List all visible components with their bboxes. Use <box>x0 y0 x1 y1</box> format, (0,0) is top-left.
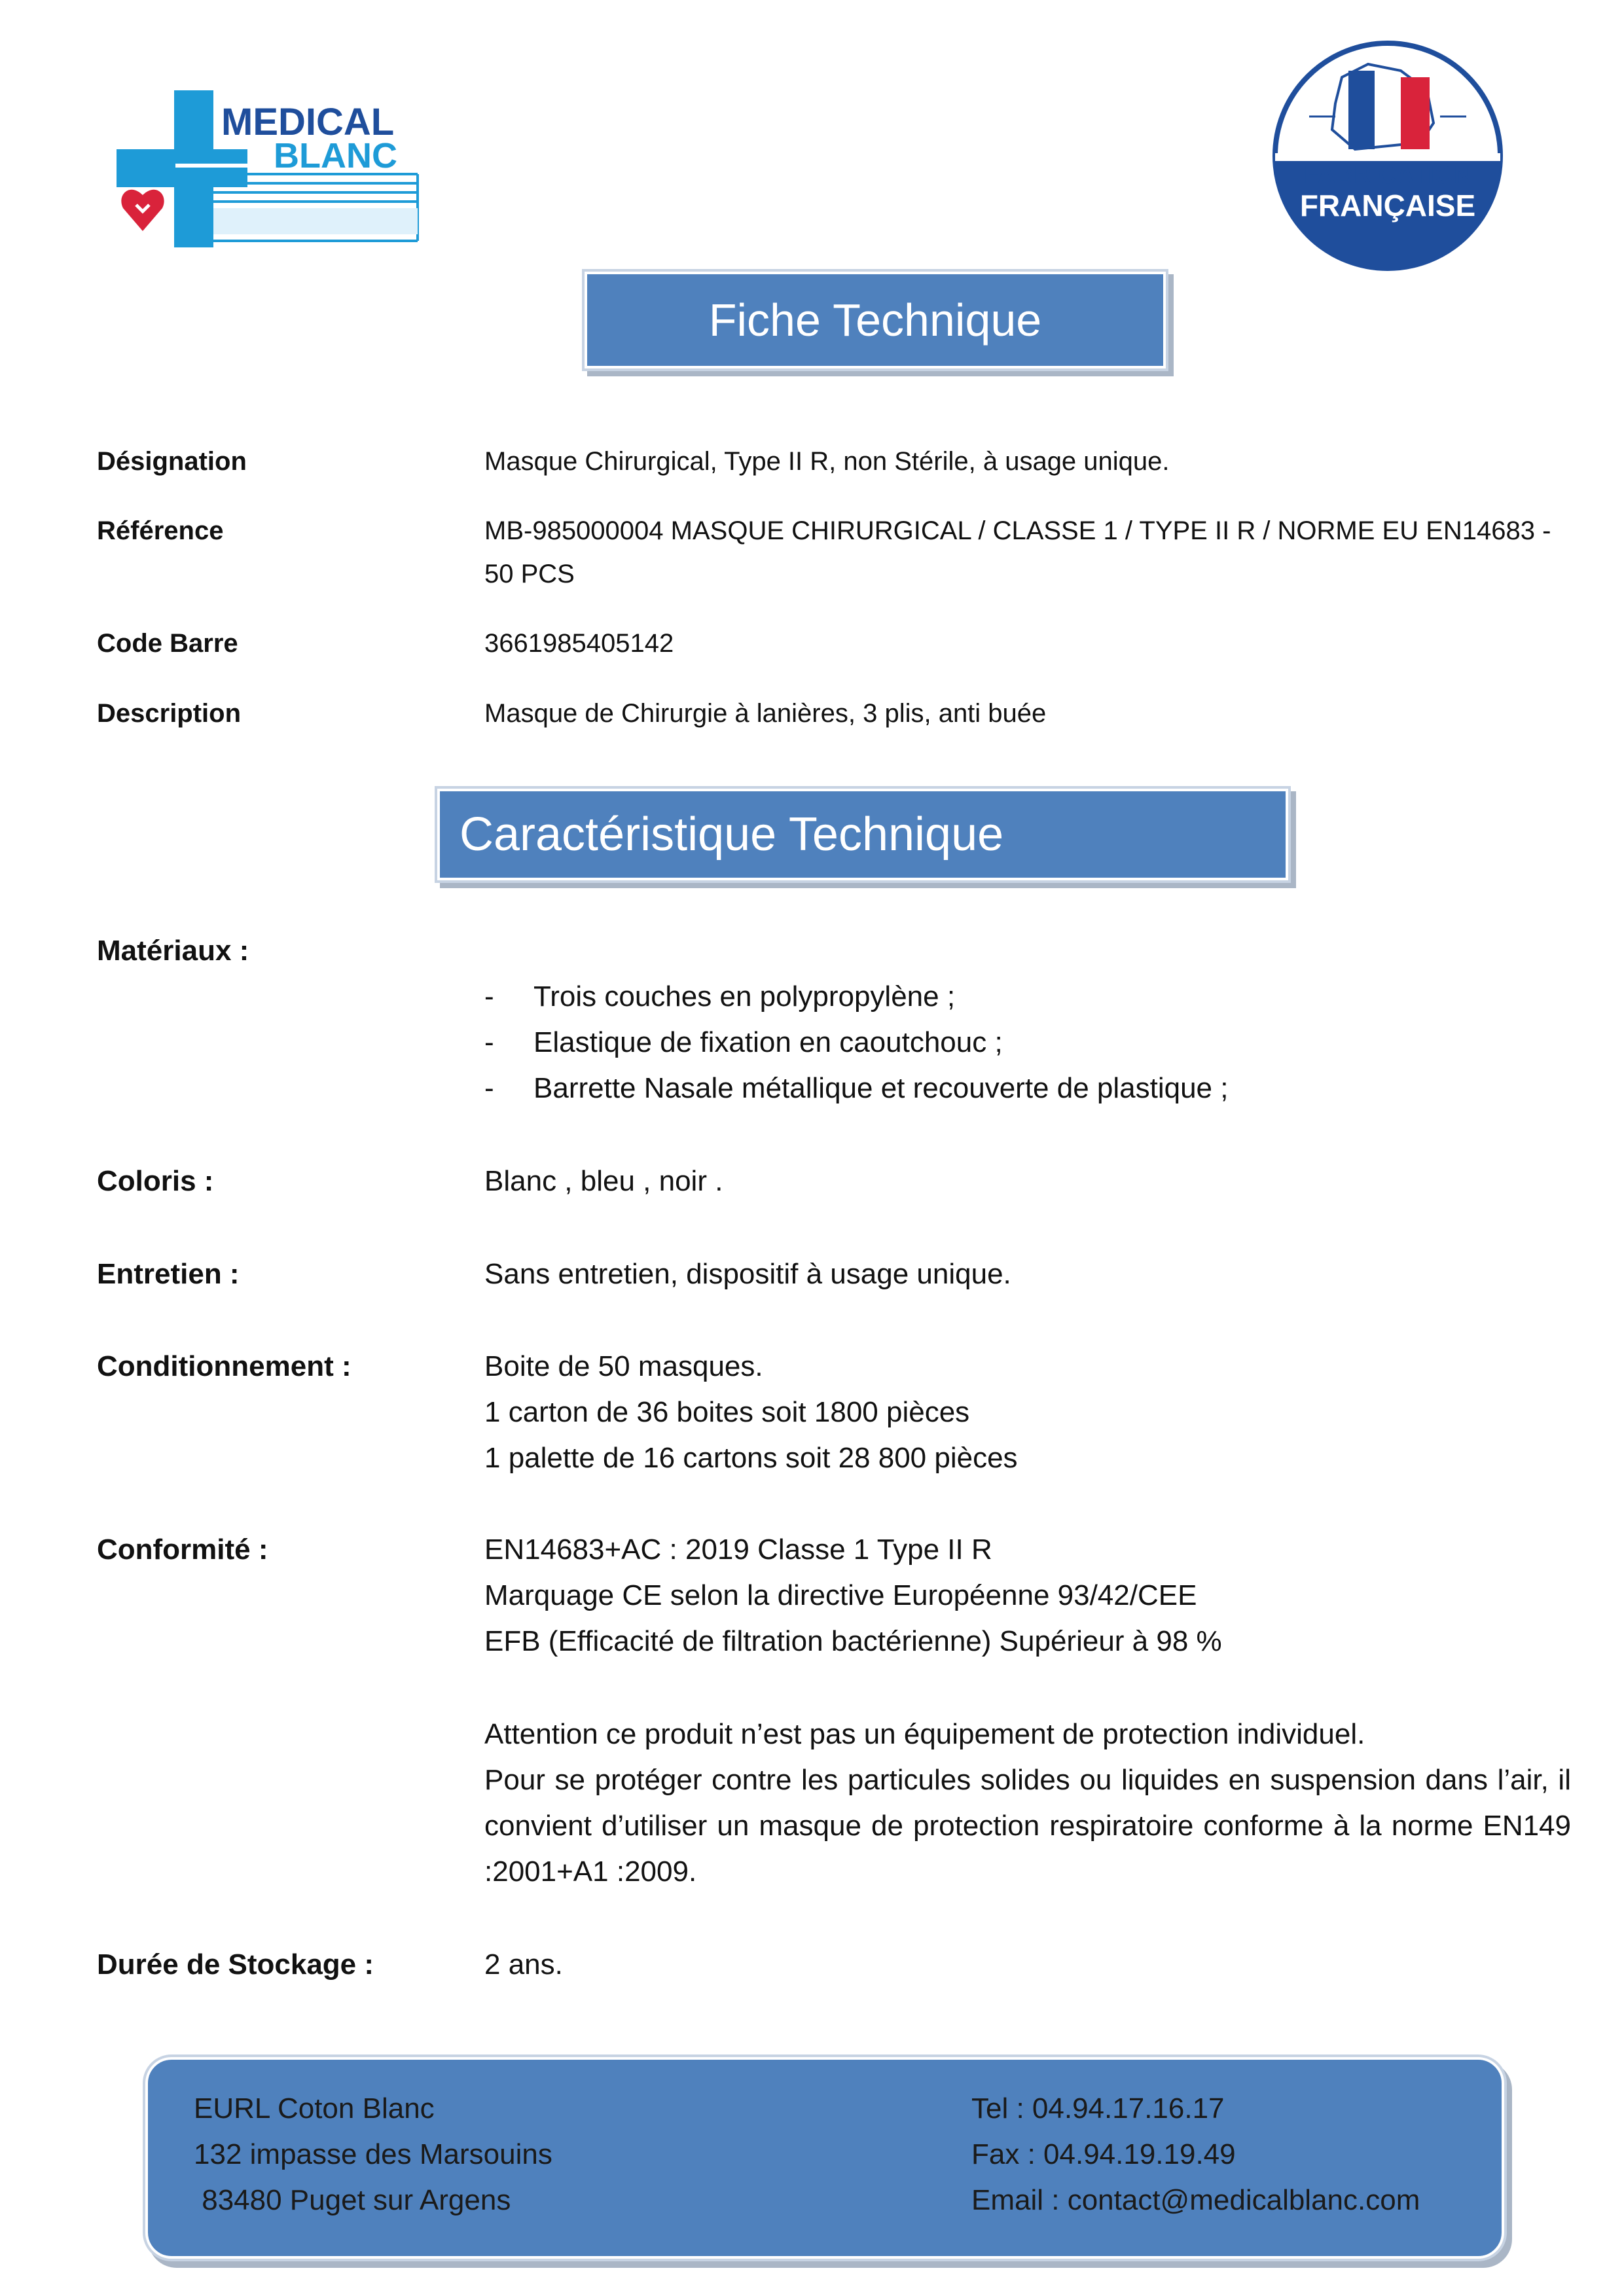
conditionnement-line: 1 carton de 36 boites soit 1800 pièces <box>484 1396 970 1428</box>
medical-blanc-logo <box>117 90 424 247</box>
list-item: - Elastique de fixation en caoutchouc ; <box>484 1020 1228 1066</box>
conformite-label: Conformité : <box>97 1534 268 1566</box>
code-barre-value: 3661985405142 <box>484 629 674 658</box>
logo-text-line1: MEDICAL <box>221 101 395 143</box>
conformite-line: EN14683+AC : 2019 Classe 1 Type II R <box>484 1534 992 1566</box>
footer-street: 132 impasse des Marsouins <box>194 2138 552 2170</box>
conformite-value <box>484 1527 1222 1664</box>
reference-value: MB-985000004 MASQUE CHIRURGICAL / CLASSE 1 / TYPE II R / NORME EU EN14683 - 50 PCS <box>484 516 1551 588</box>
code-barre-label: Code Barre <box>97 629 238 658</box>
designation-label: Désignation <box>97 447 247 476</box>
coloris-value: Blanc , bleu , noir . <box>484 1165 723 1197</box>
fiche-technique-title <box>585 272 1166 368</box>
materiaux-list <box>484 974 1228 1111</box>
attention-line: Attention ce produit n’est pas un équipement de protection individuel. <box>484 1718 1365 1750</box>
list-item: - Trois couches en polypropylène ; <box>484 974 1228 1020</box>
entretien-value: Sans entretien, dispositif à usage unique. <box>484 1258 1011 1290</box>
reference-label: Référence <box>97 516 224 545</box>
footer-city: 83480 Puget sur Argens <box>194 2184 511 2216</box>
footer-tel: Tel : 04.94.17.16.17 <box>971 2092 1225 2125</box>
materiaux-label: Matériaux : <box>97 935 249 967</box>
badge-text-line1: FABRICATION <box>1303 162 1472 189</box>
footer-fax: Fax : 04.94.19.19.49 <box>971 2138 1236 2170</box>
footer-email[interactable]: Email : contact@medicalblanc.com <box>971 2184 1420 2216</box>
carac-title-text: Caractéristique Technique <box>460 808 1004 861</box>
fiche-title-text: Fiche Technique <box>708 295 1042 346</box>
coloris-label: Coloris : <box>97 1165 214 1197</box>
badge-text-line2: FRANÇAISE <box>1299 188 1476 223</box>
designation-value: Masque Chirurgical, Type II R, non Stérile, à usage unique. <box>484 447 1170 476</box>
footer-company: EURL Coton Blanc <box>194 2092 435 2125</box>
conditionnement-value <box>484 1344 1018 1481</box>
fabrication-francaise-badge <box>1270 38 1506 274</box>
stockage-label: Durée de Stockage : <box>97 1948 374 1981</box>
logo-text-line2: BLANC <box>274 136 397 175</box>
caracteristique-technique-title <box>437 789 1288 880</box>
list-item: - Barrette Nasale métallique et recouverte de plastique ; <box>484 1066 1228 1111</box>
stockage-value: 2 ans. <box>484 1948 563 1981</box>
conformite-line: EFB (Efficacité de filtration bactérienne) Supérieur à 98 % <box>484 1625 1222 1657</box>
footer-contact-box <box>145 2057 1504 2259</box>
attention-paragraph: Pour se protéger contre les particules solides ou liquides en suspension dans l’air, il convient d’utiliser un masque de protection respiratoire conforme à la norme EN149 :2001+A1 :2009. <box>484 1764 1571 1888</box>
conformite-line: Marquage CE selon la directive Européenne 93/42/CEE <box>484 1579 1197 1611</box>
conditionnement-label: Conditionnement : <box>97 1350 352 1382</box>
conditionnement-line: Boite de 50 masques. <box>484 1350 763 1382</box>
entretien-label: Entretien : <box>97 1258 240 1290</box>
description-value: Masque de Chirurgie à lanières, 3 plis, anti buée <box>484 699 1047 728</box>
description-label: Description <box>97 699 242 728</box>
conditionnement-line: 1 palette de 16 cartons soit 28 800 pièces <box>484 1442 1018 1474</box>
